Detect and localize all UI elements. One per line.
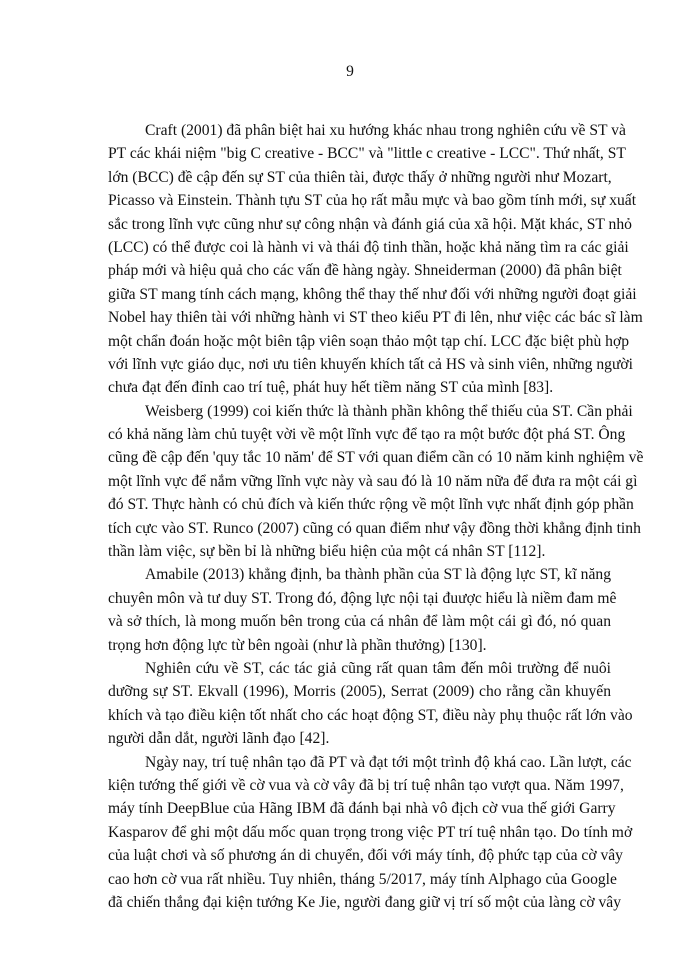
text-line: người dẫn dắt, người lãnh đạo [42]. xyxy=(108,730,330,748)
text-line: có khả năng làm chủ tuyệt vời về một lĩnh vực để tạo ra một bước đột phá ST. Ông xyxy=(108,426,626,444)
text-line: (LCC) có thể được coi là hành vi và thái độ tinh thần, hoặc khả năng tìm ra các giải xyxy=(108,238,629,256)
text-line: chưa đạt đến đỉnh cao trí tuệ, phát huy hết tiềm năng ST của mình [83]. xyxy=(108,379,554,397)
text-line: đó ST. Thực hành có chủ đích và kiến thức rộng về một lĩnh vực nhất định góp phần xyxy=(108,496,634,514)
text-line: Amabile (2013) khẳng định, ba thành phần của ST là động lực ST, kĩ năng xyxy=(145,566,611,584)
text-line: thần làm việc, sự bền bỉ là những biểu hiện của một cá nhân ST [112]. xyxy=(108,543,546,561)
document-body xyxy=(108,119,644,914)
text-line: dưỡng sự ST. Ekvall (1996), Morris (2005), Serrat (2009) cho rằng cần khuyến xyxy=(108,683,611,701)
text-line: Kasparov để ghi một dấu mốc quan trọng trong việc PT trí tuệ nhân tạo. Do tính mở xyxy=(108,823,633,841)
paragraph xyxy=(108,119,643,400)
text-line: Craft (2001) đã phân biệt hai xu hướng khác nhau trong nghiên cứu về ST và xyxy=(145,122,626,139)
text-line: của luật chơi và số phương án di chuyển, đối với máy tính, độ phức tạp của cờ vây xyxy=(108,847,623,865)
paragraph xyxy=(108,400,644,564)
text-line: pháp mới và hiệu quả cho các vấn đề hàng ngày. Shneiderman (2000) đã phân biệt xyxy=(108,262,622,280)
text-line: một chẩn đoán hoặc một biên tập viên soạn thảo một tạp chí. LCC đặc biệt phù hợp xyxy=(108,332,629,350)
text-line: và sở thích, là mong muốn bên trong của cá nhân để làm một cái gì đó, nó quan xyxy=(108,613,611,631)
text-line: kiện tướng thế giới về cờ vua và cờ vây đã bị trí tuệ nhân tạo vượt qua. Năm 1997, xyxy=(108,776,624,794)
text-line: khích và tạo điều kiện tốt nhất cho các hoạt động ST, điều này phụ thuộc rất lớn vào xyxy=(108,706,633,724)
text-line: máy tính DeepBlue của Hãng IBM đã đánh bại nhà vô địch cờ vua thế giới Garry xyxy=(108,800,616,818)
text-line: tích cực vào ST. Runco (2007) cũng có quan điểm như vậy đồng thời khẳng định tinh xyxy=(108,519,641,537)
text-line: giữa ST mang tính cách mạng, không thể thay thế như đối với những người đoạt giải xyxy=(108,285,637,303)
text-line: Nobel hay thiên tài với những hành vi ST theo kiểu PT đi lên, như việc các bác sĩ làm xyxy=(108,309,643,327)
text-line: PT các khái niệm "big C creative - BCC" và "little c creative - LCC". Thứ nhất, ST xyxy=(108,145,626,163)
text-line: đã chiến thắng đại kiện tướng Ke Jie, người đang giữ vị trí số một của làng cờ vây xyxy=(108,893,622,911)
text-line: chuyên môn và tư duy ST. Trong đó, động lực nội tại đuược hiểu là niềm đam mê xyxy=(108,589,617,607)
text-line: một lĩnh vực để nắm vững lĩnh vực này và sau đó là 10 năm nữa để đưa ra một cái gì xyxy=(108,472,638,490)
text-line: Picasso và Einstein. Thành tựu ST của họ rất mẫu mực và bao gồm tính mới, sự xuất xyxy=(108,192,637,210)
text-line: lớn (BCC) đề cập đến sự ST của thiên tài, được thấy ở những người như Mozart, xyxy=(108,168,612,186)
page-number: 9 xyxy=(346,63,354,80)
paragraph xyxy=(108,751,633,915)
paragraph xyxy=(108,657,633,751)
text-line: sắc trong lĩnh vực cũng như sự công nhận và đánh giá của xã hội. Mặt khác, ST nhỏ xyxy=(108,215,632,233)
paragraph xyxy=(108,563,617,657)
text-line: với lĩnh vực giáo dục, nơi ưu tiên khuyến khích tất cả HS và sinh viên, những người xyxy=(108,355,633,373)
text-line: cao hơn cờ vua rất nhiều. Tuy nhiên, tháng 5/2017, máy tính Alphago của Google xyxy=(108,870,617,888)
text-line: Weisberg (1999) coi kiến thức là thành phần không thể thiếu của ST. Cần phải xyxy=(145,402,633,420)
text-line: Ngày nay, trí tuệ nhân tạo đã PT và đạt tới một trình độ khá cao. Lần lượt, các xyxy=(145,753,632,771)
text-line: cũng đề cập đến 'quy tắc 10 năm' để ST với quan điểm cần có 10 năm kinh nghiệm về xyxy=(108,449,644,467)
text-line: Nghiên cứu về ST, các tác giả cũng rất quan tâm đến môi trường để nuôi xyxy=(145,659,611,677)
text-line: trọng hơn động lực từ bên ngoài (như là phần thưởng) [130]. xyxy=(108,636,487,654)
